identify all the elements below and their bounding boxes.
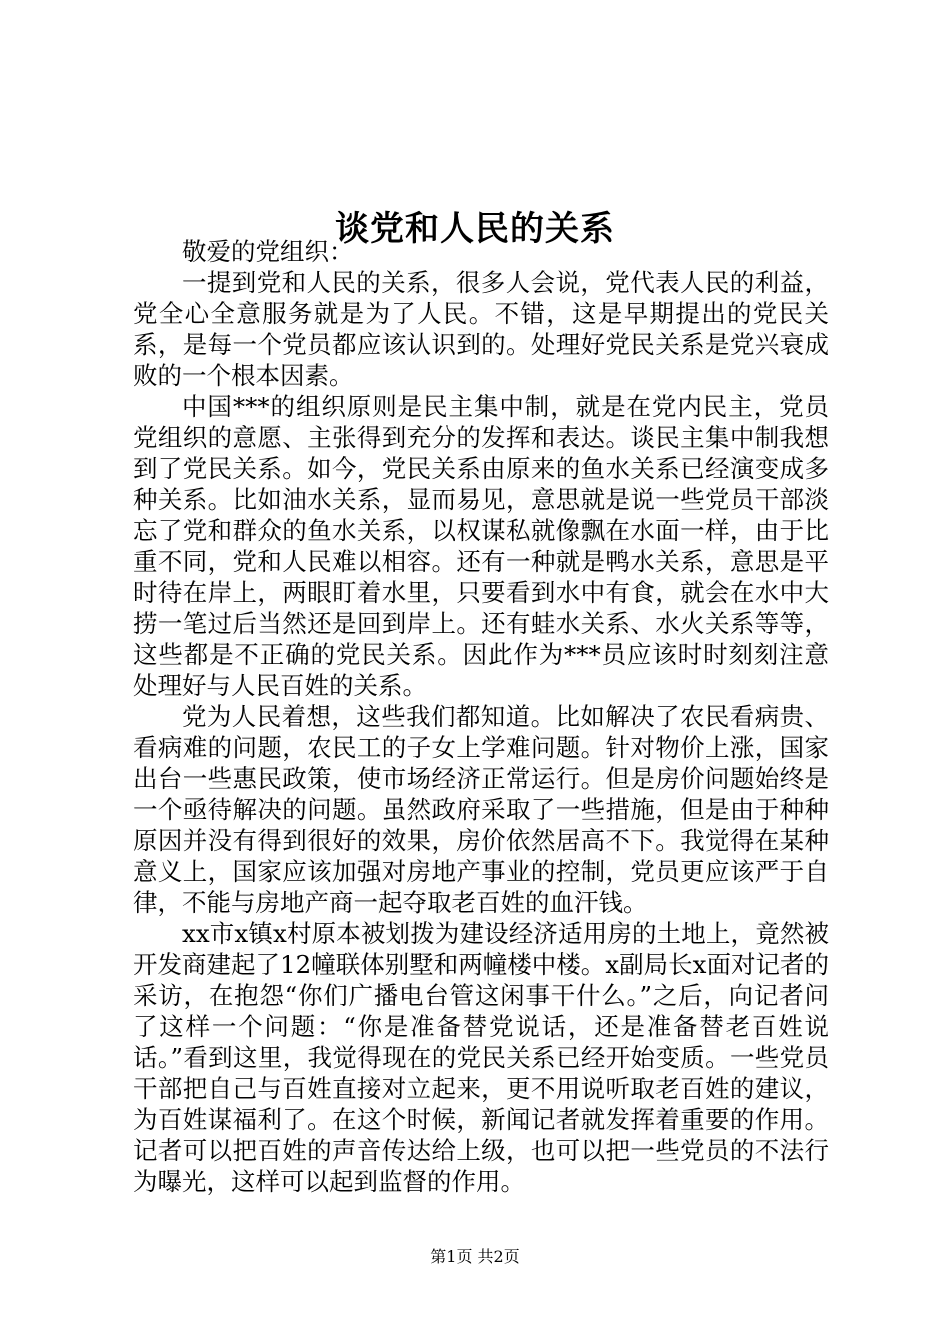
document-body bbox=[133, 236, 829, 1197]
page-footer: 第1页 共2页 bbox=[430, 1247, 520, 1266]
paragraph-4: xx市x镇x村原本被划拨为建设经济适用房的土地上，竟然被开发商建起了12幢联体别墅和两幢楼中楼。x副局长x面对记者的采访，在抱怨“你们广播电台管这闲事干什么。”之后，向记者问了这样一个问题：“你是准备替党说话，还是准备替老百姓说话。”看到这里，我觉得现在的党民关系已经开始变质。一些党员干部把自己与百姓直接对立起来，更不用说听取老百姓的建议，为百姓谋福利了。在这个时候，新闻记者就发挥着重要的作用。记者可以把百姓的声音传达给上级，也可以把一些党员的不法行为曝光，这样可以起到监督的作用。 bbox=[133, 919, 829, 1196]
paragraph-2: 中国***的组织原则是民主集中制，就是在党内民主，党员党组织的意愿、主张得到充分的发挥和表达。谈民主集中制我想到了党民关系。如今，党民关系由原来的鱼水关系已经演变成多种关系。比如油水关系，显而易见，意思就是说一些党员干部淡忘了党和群众的鱼水关系，以权谋私就像飘在水面一样，由于比重不同，党和人民难以相容。还有一种就是鸭水关系，意思是平时待在岸上，两眼盯着水里，只要看到水中有食，就会在水中大捞一笔过后当然还是回到岸上。还有蛙水关系、水火关系等等，这些都是不正确的党民关系。因此作为***员应该时时刻刻注意处理好与人民百姓的关系。 bbox=[133, 392, 829, 700]
paragraph-3: 党为人民着想，这些我们都知道。比如解决了农民看病贵、看病难的问题，农民工的子女上学难问题。针对物价上涨，国家出台一些惠民政策，使市场经济正常运行。但是房价问题始终是一个亟待解决的问题。虽然政府采取了一些措施，但是由于种种原因并没有得到很好的效果，房价依然居高不下。我觉得在某种意义上，国家应该加强对房地产事业的控制，党员更应该严于自律，不能与房地产商一起夺取老百姓的血汗钱。 bbox=[133, 702, 829, 917]
salutation: 敬爱的党组织： bbox=[182, 237, 354, 266]
paragraph-1: 一提到党和人民的关系，很多人会说，党代表人民的利益，党全心全意服务就是为了人民。不错，这是早期提出的党民关系，是每一个党员都应该认识到的。处理好党民关系是党兴衰成败的一个根本因素。 bbox=[133, 268, 829, 390]
document-title: 谈党和人民的关系 bbox=[335, 208, 615, 249]
